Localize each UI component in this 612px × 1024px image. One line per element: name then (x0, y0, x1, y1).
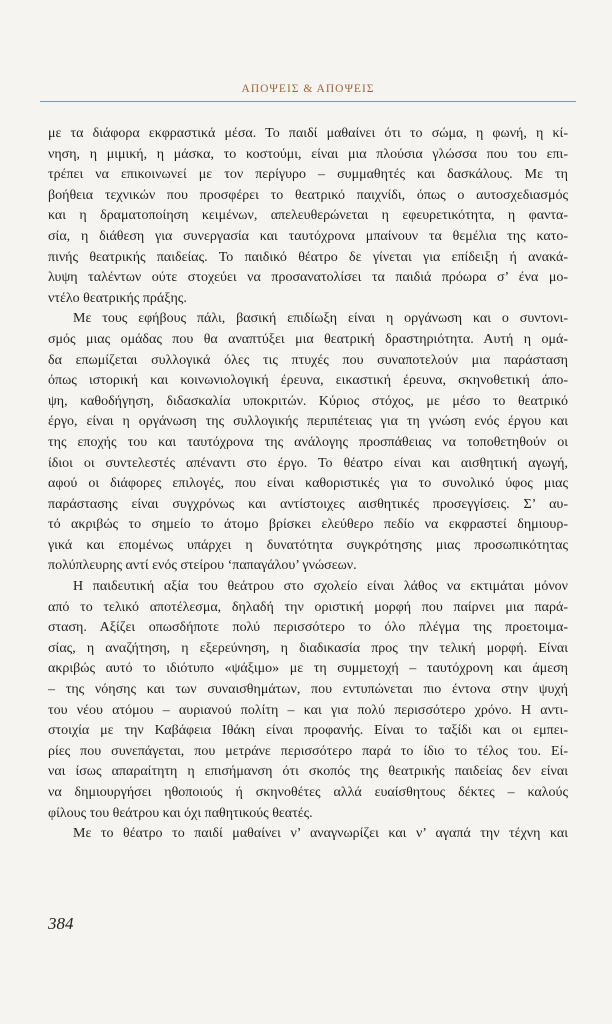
text-line: ντέλο θεατρικής πράξης. (48, 290, 187, 306)
paragraph (48, 124, 568, 309)
text-line: της εποχής του και ταυτόχρονα της ανάλογης προσπάθειας να τοποθετηθούν οι (48, 434, 568, 450)
text-line: αφού οι διάφορες επιλογές, που είναι καθοριστικές για το συνολικό ύφος μιας (48, 476, 568, 492)
text-line: με τα διάφορα εκφραστικά μέσα. Το παιδί μαθαίνει ότι το σώμα, η φωνή, η κί- (48, 126, 568, 141)
text-line: Η παιδευτική αξία του θεάτρου στο σχολείο είναι λάθος να εκτιμάται μόνον (73, 579, 568, 595)
paragraph (48, 824, 568, 845)
header-rule (40, 101, 576, 102)
text-line: σίας, η αναζήτηση, η εξερεύνηση, η διαδικασία προς την τελική μορφή. Είναι (48, 640, 568, 656)
text-line: τρέπει να επικοινωνεί με τον περίγυρο – συμμαθητές και δασκάλους. Με τη (48, 167, 568, 183)
text-line: πινής θεατρικής παιδείας. Το παιδικό θέατρο δε γίνεται για επίδειξη ή ανακά- (48, 249, 568, 265)
text-line: φίλους του θεάτρου και όχι παθητικούς θεατές. (48, 805, 313, 821)
text-line: νηση, η μιμική, η μάσκα, το κοστούμι, είναι μια πλούσια γλώσσα που του επι- (48, 146, 568, 162)
text-line: πολύπλευρης αντί ενός στείρου ‘παπαγάλου’ γνώσεων. (48, 558, 357, 574)
text-line: από το τελικό αποτέλεσμα, δηλαδή την οριστική μορφή που παίρνει μια παρά- (48, 599, 568, 615)
text-line: σία, η διάθεση για συνεργασία και ταυτόχρονα μπαίνουν τα θεμέλια της κατο- (48, 228, 568, 244)
text-line: ίδιοι οι συντελεστές απέναντι στο έργο. Το θέατρο είναι και αισθητική αγωγή, (48, 455, 568, 471)
paragraph (48, 309, 568, 577)
running-head: ΑΠΟΨΕΙΣ & ΑΠΟΨΕΙΣ (241, 83, 375, 95)
text-line: παράστασης είναι συγχρόνως και αντίστοιχες αισθητικές προσεγγίσεις. Σ’ αυ- (48, 496, 568, 512)
paragraph (48, 577, 568, 824)
text-line: τό ακριβώς το σημείο το άτομο βρίσκει ελεύθερο πεδίο να εκφραστεί δημιουρ- (48, 517, 568, 533)
text-line: έργο, είναι η οργάνωση της συλλογικής περιπέτειας για τη γνώση ενός έργου και (48, 414, 568, 430)
text-line: γικά και επομένως υπάρχει η δυνατότητα συγκρότησης μιας προσωπικότητας (48, 537, 568, 553)
text-line: ναι ίσως απαραίτητη η επισήμανση ότι σκοπός της θεατρικής παιδείας δεν είναι (48, 764, 568, 780)
text-line: σταση. Αξίζει οπωσδήποτε πολύ περισσότερο το όλο πλέγμα της προετοιμα- (48, 620, 568, 636)
text-line: βοήθεια τεχνικών που προσφέρει το θεατρικό παιχνίδι, όπως ο αυτοσχεδιασμός (48, 187, 568, 203)
body-text (48, 124, 568, 845)
text-line: ψη, καθοδήγηση, διδασκαλία υποκριτών. Κύριος στόχος, με μέσο το θεατρικό (48, 393, 568, 409)
text-line: σμός μιας ομάδας που θα αναπτύξει μια θεατρική δραστηριότητα. Αυτή η ομά- (48, 331, 568, 347)
text-line: όπως ιστορική και κοινωνιολογική έρευνα, εικαστική έρευνα, σκηνοθετική άπο- (48, 373, 568, 389)
text-line: λυψη ταλέντων ούτε στοχεύει να προσανατολίσει τα παιδιά πρόωρα σ’ ένα μο- (48, 270, 568, 286)
text-line: Με το θέατρο το παιδί μαθαίνει ν’ αναγνωρίζει και ν’ αγαπά την τέχνη και (73, 826, 568, 842)
text-line: και η δραματοποίηση κειμένων, απελευθερώνεται η εφευρετικότητα, η φαντα- (48, 208, 568, 224)
text-line: – της νόησης και των συναισθημάτων, που εντυπώνεται πιο έντονα στην ψυχή (48, 682, 568, 698)
text-line: ακριβώς αυτό το ιδιότυπο «ψάξιμο» με τη συμμετοχή – ταυτόχρονη και άμεση (48, 661, 568, 677)
text-line: Με τους εφήβους πάλι, βασική επιδίωξη είναι η οργάνωση και ο συντονι- (73, 311, 568, 327)
text-line: ρίες που συνεπάγεται, που μετράνε περισσότερο παρά το ίδιο το τέλος του. Εί- (48, 743, 568, 759)
page-number: 384 (48, 914, 74, 933)
text-line: του νέου ατόμου – αυριανού πολίτη – και για πολύ περισσότερο χρόνο. Η αντι- (48, 702, 568, 718)
text-line: στοιχία με την Καβάφεια Ιθάκη είναι προφανής. Είναι το ταξίδι και οι εμπει- (48, 723, 568, 739)
text-line: δα επωμίζεται συλλογικά όλες τις πτυχές που συναποτελούν μια παράσταση (48, 352, 568, 368)
text-line: να δημιουργήσει ηθοποιούς ή σκηνοθέτες αλλά ευαίσθητους δέκτες – καλούς (48, 785, 568, 800)
